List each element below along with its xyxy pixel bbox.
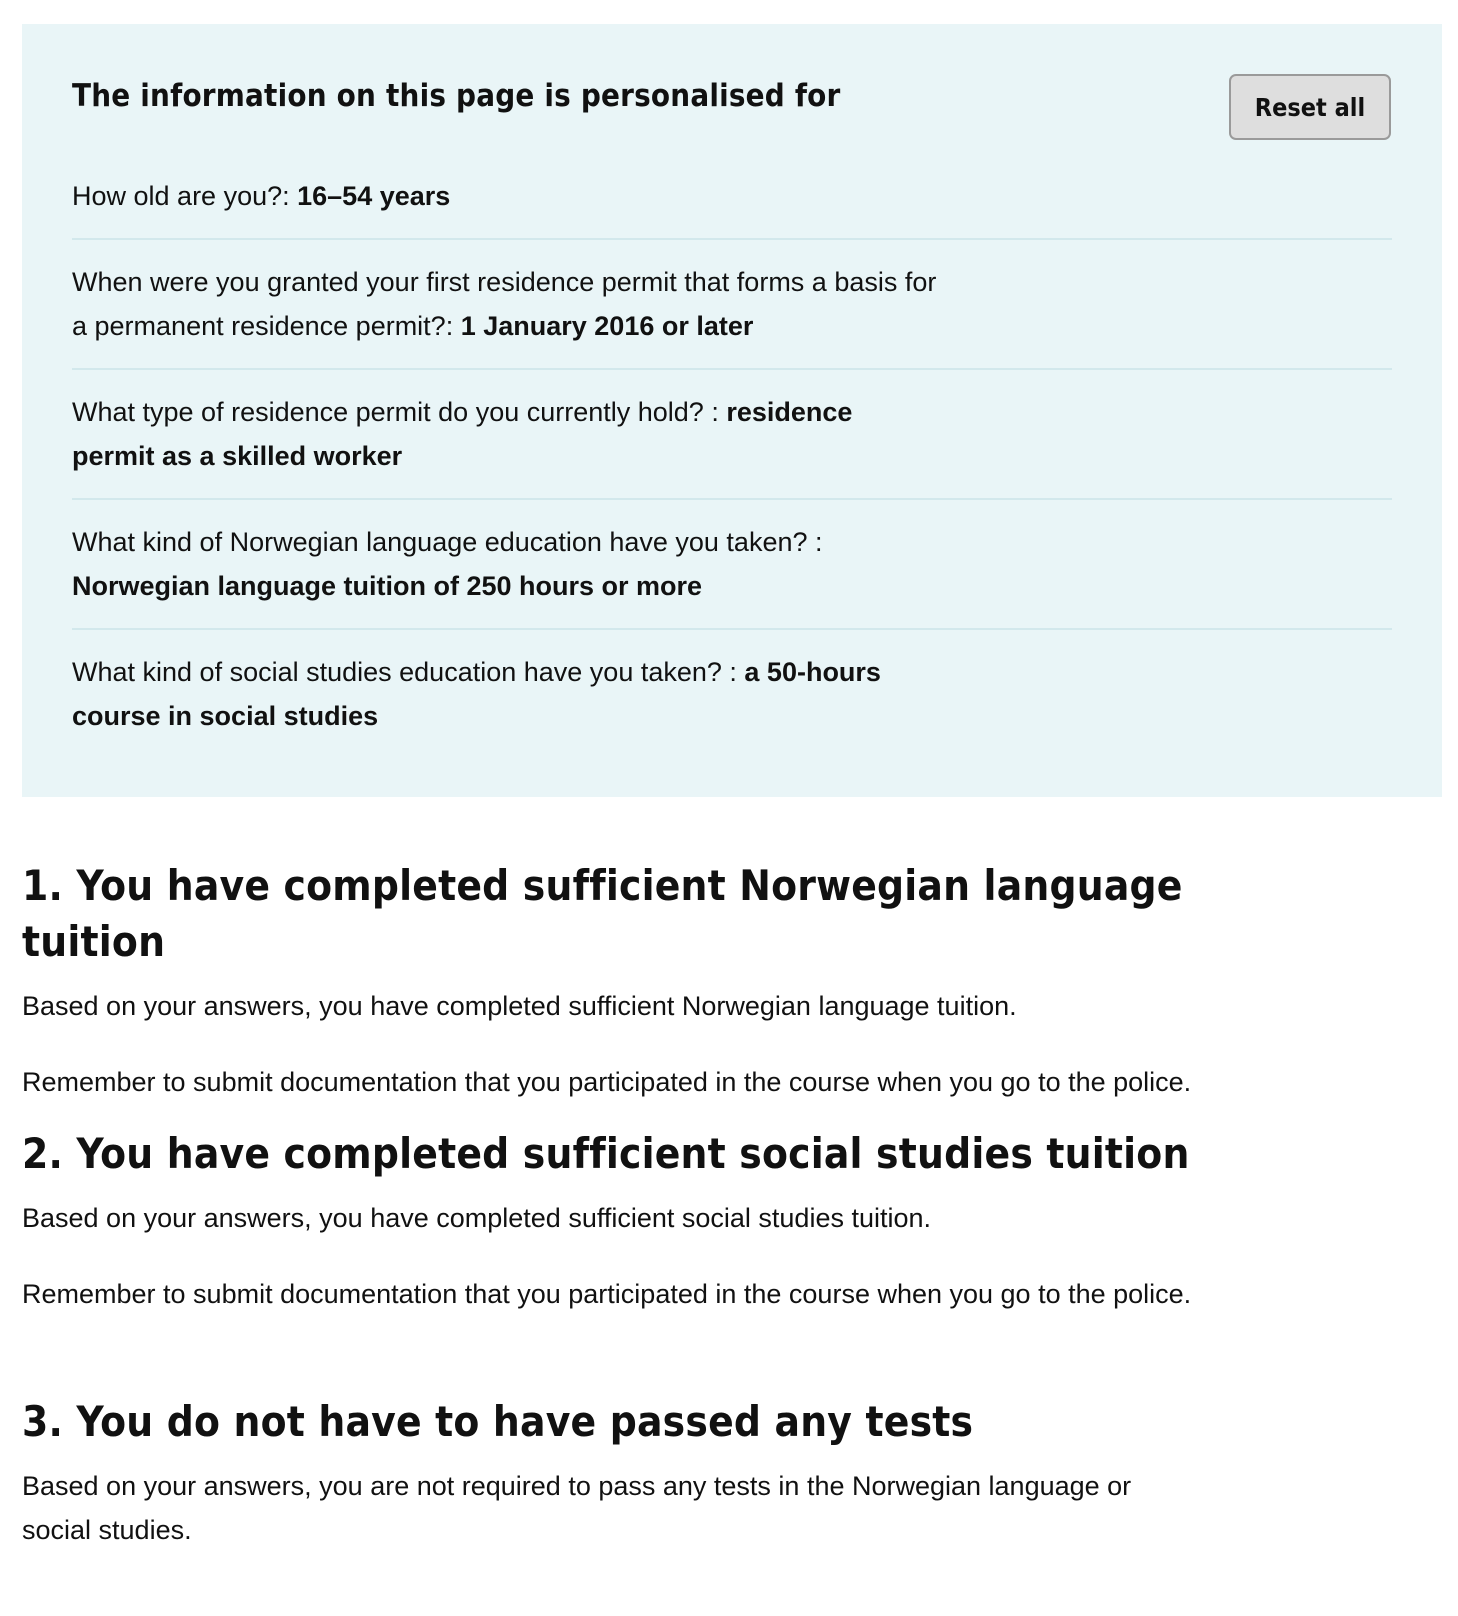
answer-question: What kind of social studies education have you taken? : [72, 657, 745, 687]
section-paragraph: Remember to submit documentation that you participated in the course when you go to the police. [22, 1067, 1192, 1097]
summary-title: The information on this page is personalised for [72, 78, 841, 114]
answer-row-permit-type [72, 390, 1392, 500]
personalisation-summary [22, 24, 1442, 797]
section-paragraph: Based on your answers, you have completed sufficient social studies tuition. [22, 1203, 932, 1233]
section-paragraph: Based on your answers, you are not required to pass any tests in the Norwegian language or social studies. [22, 1471, 1132, 1545]
section-social-studies-tuition [22, 1126, 1202, 1316]
answer-question: What kind of Norwegian language education have you taken? : [72, 527, 823, 557]
section-paragraph: Remember to submit documentation that you participated in the course when you go to the police. [22, 1279, 1192, 1309]
reset-all-button[interactable]: Reset all [1229, 74, 1391, 140]
section-heading: 3. You do not have to have passed any tests [22, 1397, 974, 1446]
answer-text [72, 650, 942, 738]
answer-value: Norwegian language tuition of 250 hours or more [72, 571, 703, 601]
section-heading: 1. You have completed sufficient Norwegian language tuition [22, 861, 1183, 966]
section-paragraph: Based on your answers, you have completed sufficient Norwegian language tuition. [22, 991, 1017, 1021]
answer-row-first-permit-date [72, 260, 1392, 370]
section-norwegian-tuition [22, 858, 1202, 1104]
answer-row-social-studies-education [72, 650, 1392, 758]
answer-value: a 50-hours course in social studies [72, 657, 881, 731]
answer-question: How old are you?: [72, 181, 298, 211]
answer-value: residence permit as a skilled worker [72, 397, 853, 471]
answer-text [72, 260, 942, 348]
answer-question: When were you granted your first residence permit that forms a basis for a permanent residence permit?: [72, 267, 937, 341]
section-heading: 2. You have completed sufficient social studies tuition [22, 1129, 1190, 1178]
answer-row-norwegian-education [72, 520, 1392, 630]
answer-list [72, 174, 1392, 758]
answer-text [72, 174, 942, 218]
answer-text [72, 520, 942, 608]
answer-text [72, 390, 942, 478]
section-tests [22, 1394, 1202, 1552]
answer-question: What type of residence permit do you currently hold? : [72, 397, 727, 427]
answer-row-age [72, 174, 1392, 240]
answer-value: 16–54 years [297, 181, 451, 211]
answer-value: 1 January 2016 or later [460, 311, 754, 341]
